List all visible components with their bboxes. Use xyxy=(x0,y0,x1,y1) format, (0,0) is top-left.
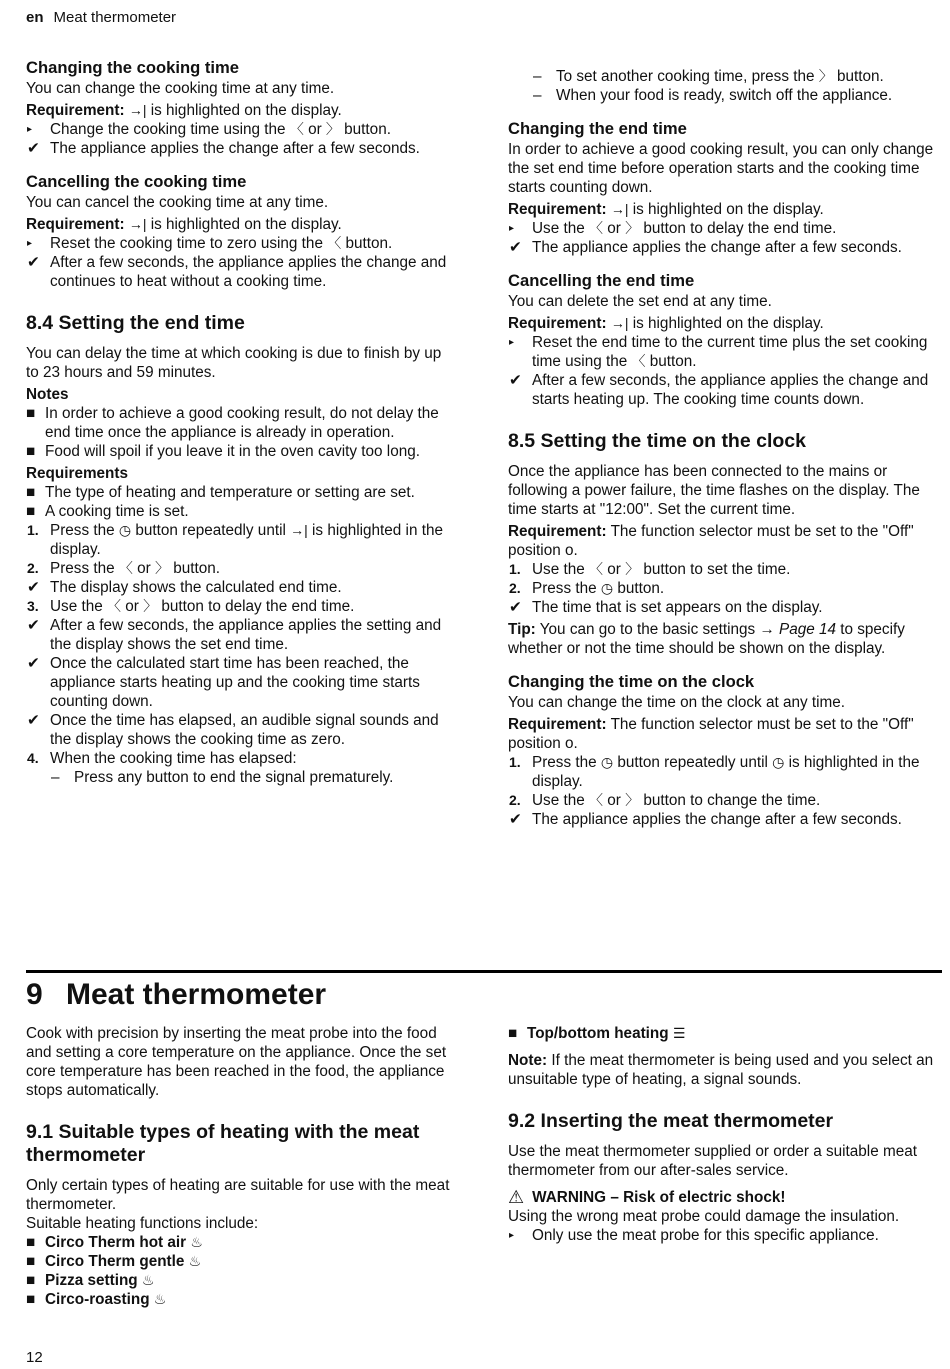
end-time-icon: →| xyxy=(128,102,147,118)
left-button-icon: 〈 xyxy=(118,560,133,576)
paragraph: You can change the cooking time at any time. xyxy=(26,80,335,97)
check-icon: ✔ xyxy=(27,655,40,672)
paragraph: Using the wrong meat probe could damage the insulation. xyxy=(508,1208,900,1225)
dash-bullet: – xyxy=(51,769,60,786)
paragraph: You can delete the set end at any time. xyxy=(508,293,772,310)
section-title: Changing the end time xyxy=(508,119,687,138)
paragraph: Use the meat thermometer supplied or order a suitable meat thermometer from our after-sales service. xyxy=(508,1143,917,1179)
language-code: en xyxy=(26,9,44,26)
left-button-icon: 〈 xyxy=(106,598,121,614)
check-icon: ✔ xyxy=(509,372,522,389)
paragraph: You can cancel the cooking time at any time. xyxy=(26,194,329,211)
page-number: 12 xyxy=(26,1349,43,1366)
requirement: Requirement: →| is highlighted on the display. xyxy=(26,102,342,119)
dash-bullet: – xyxy=(533,87,542,104)
left-column xyxy=(26,58,458,787)
end-time-icon: →| xyxy=(610,315,629,331)
result-item: ✔ After a few seconds, the appliance applies the setting and the display shows the set end time. xyxy=(27,617,442,653)
paragraph: In order to achieve a good cooking result, you can only change the set end time before operation starts and the cooking time starts counting down. xyxy=(508,141,934,196)
check-icon: ✔ xyxy=(509,239,522,256)
section-title: Changing the cooking time xyxy=(26,58,239,77)
requirement: Requirement: →| is highlighted on the display. xyxy=(508,201,824,218)
section-title: Cancelling the cooking time xyxy=(26,172,247,191)
instruction-step: ▸ Change the cooking time using the 〈 or 〉 button. xyxy=(27,121,391,138)
numbered-step: 2. Use the 〈 or 〉 button to change the time. xyxy=(509,792,821,809)
notes-label: Notes xyxy=(26,386,69,403)
note-item: ■ In order to achieve a good cooking result, do not delay the end time once the appliance is already in operation. xyxy=(26,405,439,441)
check-icon: ✔ xyxy=(27,617,40,634)
chapter-title: 9 Meat thermometer xyxy=(26,978,327,1011)
paragraph: Cook with precision by inserting the meat probe into the food and setting a core temperature on the appliance. Once the set core temperature has been reached in the food, the appliance stops automatically. xyxy=(26,1025,447,1099)
clock-icon: ◷ xyxy=(600,754,614,770)
page-reference-arrow-icon: → xyxy=(759,621,775,638)
page-reference-link[interactable]: Page 14 xyxy=(779,621,836,638)
section-heading: 8.5 Setting the time on the clock xyxy=(508,430,806,452)
result-item: ✔ The time that is set appears on the display. xyxy=(509,599,823,616)
right-button-icon: 〉 xyxy=(625,792,640,808)
page-header xyxy=(26,9,176,26)
instruction-step: ▸ Reset the end time to the current time plus the set cooking time using the 〈 button. xyxy=(509,334,928,370)
note-item: ■ Food will spoil if you leave it in the oven cavity too long. xyxy=(26,443,420,460)
paragraph: You can delay the time at which cooking is due to finish by up to 23 hours and 59 minutes. xyxy=(26,345,442,381)
square-bullet-icon: ■ xyxy=(26,405,36,422)
paragraph: You can change the time on the clock at any time. xyxy=(508,694,846,711)
section-heading: 9.2 Inserting the meat thermometer xyxy=(508,1110,834,1132)
gentle-hot-air-icon: ♨ xyxy=(188,1253,202,1269)
numbered-step: 4. When the cooking time has elapsed: xyxy=(27,750,297,767)
warning-triangle-icon: ⚠ xyxy=(508,1187,525,1207)
result-item: ✔ After a few seconds, the appliance applies the change and continues to heat without a cooking time. xyxy=(27,254,447,290)
heating-function-item: ■ Pizza setting ♨ xyxy=(26,1272,155,1289)
right-button-icon: 〉 xyxy=(325,121,340,137)
note: Note: If the meat thermometer is being used and you select an unsuitable type of heating, a signal sounds. xyxy=(508,1052,934,1088)
end-time-icon: →| xyxy=(290,522,308,538)
paragraph: Suitable heating functions include: xyxy=(26,1215,259,1232)
top-bottom-heating-icon: ☰ xyxy=(672,1025,686,1041)
paragraph: Only certain types of heating are suitable for use with the meat thermometer. xyxy=(26,1177,450,1213)
square-bullet-icon: ■ xyxy=(26,484,36,501)
heating-function-item: ■ Circo-roasting ♨ xyxy=(26,1291,167,1308)
requirement-item: ■ A cooking time is set. xyxy=(26,503,189,520)
result-item: ✔ The appliance applies the change after a few seconds. xyxy=(509,239,902,256)
right-button-icon: 〉 xyxy=(625,220,640,236)
section-heading: 9.1 Suitable types of heating with the meat thermometer xyxy=(26,1121,420,1166)
tip: Tip: You can go to the basic settings → Page 14 to specify whether or not the time should be shown on the display. xyxy=(508,621,905,657)
sub-step: – To set another cooking time, press the 〉 button. xyxy=(533,68,884,85)
left-button-icon: 〈 xyxy=(588,220,603,236)
left-button-icon: 〈 xyxy=(631,353,646,369)
dash-bullet: – xyxy=(533,68,542,85)
arrow-bullet-icon: ▸ xyxy=(27,238,33,249)
left-button-icon: 〈 xyxy=(588,792,603,808)
numbered-step: 3. Use the 〈 or 〉 button to delay the end time. xyxy=(27,598,355,615)
chapter-left-column xyxy=(26,1024,458,1309)
clock-icon: ◷ xyxy=(600,580,614,596)
section-title: Changing the time on the clock xyxy=(508,672,755,691)
arrow-bullet-icon: ▸ xyxy=(27,124,33,135)
square-bullet-icon: ■ xyxy=(26,1253,36,1270)
check-icon: ✔ xyxy=(27,712,40,729)
check-icon: ✔ xyxy=(27,254,40,271)
circo-roasting-icon: ♨ xyxy=(153,1291,167,1307)
clock-icon: ◷ xyxy=(772,754,785,770)
result-item: ✔ The appliance applies the change after a few seconds. xyxy=(509,811,902,828)
section-heading: 8.4 Setting the end time xyxy=(26,312,245,334)
off-position-icon: o xyxy=(564,735,574,752)
right-column xyxy=(508,67,942,829)
section-title: Cancelling the end time xyxy=(508,271,695,290)
left-button-icon: 〈 xyxy=(327,235,342,251)
result-item: ✔ After a few seconds, the appliance applies the change and starts heating up. The cooking time counts down. xyxy=(509,372,929,408)
pizza-setting-icon: ♨ xyxy=(141,1272,155,1288)
warning-heading: ⚠ WARNING – Risk of electric shock! xyxy=(508,1187,786,1207)
check-icon: ✔ xyxy=(509,811,522,828)
left-button-icon: 〈 xyxy=(289,121,304,137)
heating-function-item: ■ Top/bottom heating ☰ xyxy=(508,1025,686,1042)
square-bullet-icon: ■ xyxy=(508,1025,518,1042)
result-item: ✔ The appliance applies the change after a few seconds. xyxy=(27,140,420,157)
numbered-step: 1. Press the ◷ button repeatedly until ◷ is highlighted in the display. xyxy=(509,754,920,790)
right-button-icon: 〉 xyxy=(143,598,158,614)
result-item: ✔ The display shows the calculated end time. xyxy=(27,579,342,596)
instruction-step: ▸ Reset the cooking time to zero using the 〈 button. xyxy=(27,235,393,252)
requirement-item: ■ The type of heating and temperature or setting are set. xyxy=(26,484,415,501)
end-time-icon: →| xyxy=(128,216,147,232)
square-bullet-icon: ■ xyxy=(26,1234,36,1251)
instruction-step: ▸ Use the 〈 or 〉 button to delay the end time. xyxy=(509,220,837,237)
sub-step: – When your food is ready, switch off the appliance. xyxy=(533,87,893,104)
end-time-icon: →| xyxy=(610,201,629,217)
result-item: ✔ Once the calculated start time has been reached, the appliance starts heating up and the cooking time starts counting down. xyxy=(27,655,420,710)
numbered-step: 2. Press the ◷ button. xyxy=(509,580,665,597)
square-bullet-icon: ■ xyxy=(26,503,36,520)
numbered-step: 1. Press the ◷ button repeatedly until →| is highlighted in the display. xyxy=(27,522,443,558)
result-item: ✔ Once the time has elapsed, an audible signal sounds and the display shows the cooking time as zero. xyxy=(27,712,439,748)
instruction-step: ▸ Only use the meat probe for this specific appliance. xyxy=(509,1227,879,1244)
heating-function-item: ■ Circo Therm hot air ♨ xyxy=(26,1234,203,1251)
arrow-bullet-icon: ▸ xyxy=(509,223,515,234)
requirement: Requirement: The function selector must be set to the "Off" position o. xyxy=(508,716,914,752)
header-title: Meat thermometer xyxy=(53,9,177,26)
arrow-bullet-icon: ▸ xyxy=(509,337,515,348)
paragraph: Once the appliance has been connected to the mains or following a power failure, the time flashes on the display. The time starts at "12:00". Set the current time. xyxy=(508,463,920,518)
sub-step: – Press any button to end the signal prematurely. xyxy=(51,769,394,786)
square-bullet-icon: ■ xyxy=(26,1272,36,1289)
clock-icon: ◷ xyxy=(118,522,132,538)
square-bullet-icon: ■ xyxy=(26,443,36,460)
hot-air-icon: ♨ xyxy=(190,1234,203,1250)
check-icon: ✔ xyxy=(27,579,40,596)
check-icon: ✔ xyxy=(27,140,40,157)
requirement: Requirement: The function selector must be set to the "Off" position o. xyxy=(508,523,914,559)
requirement: Requirement: →| is highlighted on the display. xyxy=(26,216,342,233)
square-bullet-icon: ■ xyxy=(26,1291,36,1308)
numbered-step: 1. Use the 〈 or 〉 button to set the time. xyxy=(509,561,791,578)
arrow-bullet-icon: ▸ xyxy=(509,1230,515,1241)
requirement: Requirement: →| is highlighted on the display. xyxy=(508,315,824,332)
right-button-icon: 〉 xyxy=(154,560,169,576)
right-button-icon: 〉 xyxy=(625,561,640,577)
left-button-icon: 〈 xyxy=(588,561,603,577)
right-button-icon: 〉 xyxy=(818,68,833,84)
numbered-step: 2. Press the 〈 or 〉 button. xyxy=(27,560,221,577)
chapter-divider xyxy=(26,970,942,973)
off-position-icon: o xyxy=(564,542,574,559)
heating-function-item: ■ Circo Therm gentle ♨ xyxy=(26,1253,202,1270)
check-icon: ✔ xyxy=(509,599,522,616)
chapter-right-column xyxy=(508,1024,942,1245)
requirements-label: Requirements xyxy=(26,465,129,482)
